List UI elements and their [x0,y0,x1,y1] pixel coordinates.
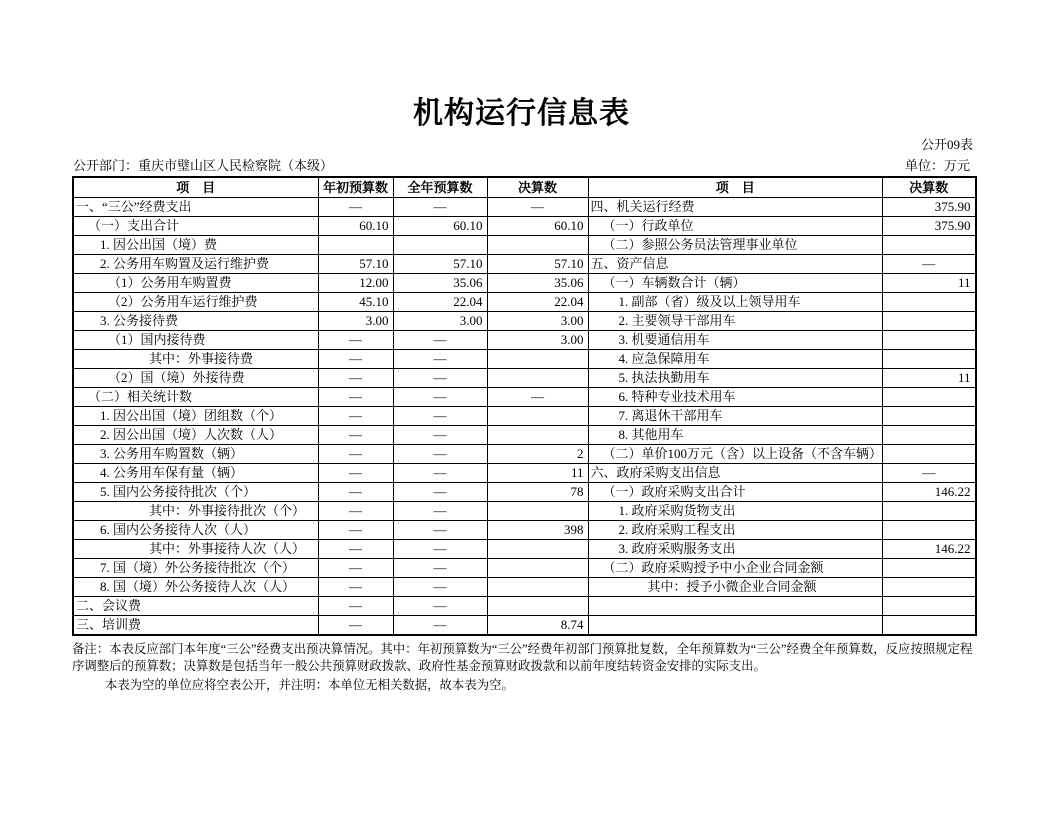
initial-budget-cell: — [318,350,393,369]
table-row [73,616,976,636]
item-label-cell: 一、“三公”经费支出 [73,198,318,217]
initial-budget-cell: — [318,521,393,540]
item-label-cell: （一）车辆数合计（辆） [588,274,883,293]
item-label-cell: 5. 国内公务接待批次（个） [73,483,318,502]
final-accounts-cell: 3.00 [487,312,588,331]
table-row [73,464,976,483]
item-label-cell: 2. 政府采购工程支出 [588,521,883,540]
final-accounts-cell [883,426,976,445]
final-accounts-cell [487,350,588,369]
annual-budget-cell [393,236,487,255]
header-annual-budget: 全年预算数 [393,177,487,198]
item-label-cell: 7. 国（境）外公务接待批次（个） [73,559,318,578]
final-accounts-cell [883,293,976,312]
final-accounts-cell: 11 [487,464,588,483]
item-label-cell: （1）国内接待费 [73,331,318,350]
table-row [73,521,976,540]
initial-budget-cell: 12.00 [318,274,393,293]
final-accounts-cell [883,521,976,540]
table-row [73,331,976,350]
final-accounts-cell [883,578,976,597]
final-accounts-cell [883,407,976,426]
table-row [73,274,976,293]
final-accounts-cell [487,502,588,521]
final-accounts-cell [487,540,588,559]
table-row [73,255,976,274]
initial-budget-cell: — [318,483,393,502]
header-final-accounts-left: 决算数 [487,177,588,198]
annual-budget-cell: 57.10 [393,255,487,274]
final-accounts-cell: 2 [487,445,588,464]
item-label-cell: 其中：外事接待人次（人） [73,540,318,559]
final-accounts-cell [487,426,588,445]
table-row [73,597,976,616]
info-table-body [73,198,976,636]
item-label-cell [588,616,883,636]
item-label-cell: 6. 国内公务接待人次（人） [73,521,318,540]
final-accounts-cell: 398 [487,521,588,540]
initial-budget-cell: 3.00 [318,312,393,331]
item-label-cell: 4. 应急保障用车 [588,350,883,369]
item-label-cell: 五、资产信息 [588,255,883,274]
table-row [73,483,976,502]
item-label-cell: 四、机关运行经费 [588,198,883,217]
initial-budget-cell: — [318,407,393,426]
annual-budget-cell: — [393,597,487,616]
item-label-cell: 2. 因公出国（境）人次数（人） [73,426,318,445]
final-accounts-cell: 146.22 [883,540,976,559]
annual-budget-cell: — [393,426,487,445]
initial-budget-cell: — [318,198,393,217]
final-accounts-cell: 78 [487,483,588,502]
item-label-cell: 六、政府采购支出信息 [588,464,883,483]
item-label-cell: 3. 公务用车购置数（辆） [73,445,318,464]
annual-budget-cell: — [393,540,487,559]
annual-budget-cell: — [393,616,487,636]
table-row [73,312,976,331]
item-label-cell: 其中：授予小微企业合同金额 [588,578,883,597]
item-label-cell: 6. 特种专业技术用车 [588,388,883,407]
final-accounts-cell [487,559,588,578]
item-label-cell: 7. 离退休干部用车 [588,407,883,426]
initial-budget-cell: — [318,388,393,407]
table-header-row [73,177,976,198]
annual-budget-cell: — [393,331,487,350]
final-accounts-cell: 11 [883,274,976,293]
item-label-cell: 二、会议费 [73,597,318,616]
final-accounts-cell: 60.10 [487,217,588,236]
header-initial-budget: 年初预算数 [318,177,393,198]
initial-budget-cell: — [318,426,393,445]
final-accounts-cell: — [883,255,976,274]
table-row [73,559,976,578]
table-row [73,502,976,521]
final-accounts-cell [487,597,588,616]
item-label-cell: （1）公务用车购置费 [73,274,318,293]
table-row [73,407,976,426]
final-accounts-cell [487,236,588,255]
annual-budget-cell: — [393,445,487,464]
table-row [73,540,976,559]
final-accounts-cell: — [487,198,588,217]
item-label-cell: 2. 公务用车购置及运行维护费 [73,255,318,274]
annual-budget-cell: — [393,578,487,597]
final-accounts-cell [487,407,588,426]
item-label-cell: 4. 公务用车保有量（辆） [73,464,318,483]
final-accounts-cell: 57.10 [487,255,588,274]
annual-budget-cell: — [393,407,487,426]
item-label-cell: 1. 政府采购货物支出 [588,502,883,521]
page-title: 机构运行信息表 [413,97,630,130]
item-label-cell: （2）国（境）外接待费 [73,369,318,388]
item-label-cell: （二）单价100万元（含）以上设备（不含车辆） [588,445,883,464]
item-label-cell [588,597,883,616]
initial-budget-cell: — [318,540,393,559]
unit-label: 单位：万元 [904,158,970,173]
final-accounts-cell: 146.22 [883,483,976,502]
item-label-cell: （一）支出合计 [73,217,318,236]
initial-budget-cell: — [318,502,393,521]
annual-budget-cell: — [393,559,487,578]
final-accounts-cell: 375.90 [883,198,976,217]
annual-budget-cell: 35.06 [393,274,487,293]
final-accounts-cell: 35.06 [487,274,588,293]
initial-budget-cell: — [318,464,393,483]
final-accounts-cell [883,236,976,255]
final-accounts-cell: 375.90 [883,217,976,236]
final-accounts-cell: 11 [883,369,976,388]
item-label-cell: 其中：外事接待费 [73,350,318,369]
header-item-left: 项 目 [73,177,318,198]
note-remark: 备注：本表反应部门本年度“三公”经费支出预决算情况。其中：年初预算数为“三公”经费年初部门预算批复数，全年预算数为“三公”经费全年预算数，反应按照规定程序调整后的预算数；决算数是包括当年一般公共预算财政拨款、政府性基金预算财政拨款和以前年度结转资金安排的实际支出。 [72,642,973,673]
department-label: 公开部门：重庆市璧山区人民检察院（本级） [73,158,334,173]
final-accounts-cell [883,597,976,616]
item-label-cell: 1. 因公出国（境）团组数（个） [73,407,318,426]
annual-budget-cell: — [393,464,487,483]
table-row [73,293,976,312]
annual-budget-cell: — [393,350,487,369]
form-code: 公开09表 [920,137,973,152]
initial-budget-cell: — [318,331,393,350]
annual-budget-cell: 60.10 [393,217,487,236]
item-label-cell: 三、培训费 [73,616,318,636]
final-accounts-cell [883,559,976,578]
initial-budget-cell: 45.10 [318,293,393,312]
final-accounts-cell [883,312,976,331]
initial-budget-cell: — [318,559,393,578]
table-row [73,388,976,407]
annual-budget-cell: — [393,198,487,217]
final-accounts-cell [883,445,976,464]
note-empty-table: 本表为空的单位应将空表公开，并注明：本单位无相关数据，故本表为空。 [105,678,514,692]
initial-budget-cell: — [318,445,393,464]
final-accounts-cell: — [487,388,588,407]
final-accounts-cell: 3.00 [487,331,588,350]
final-accounts-cell [487,369,588,388]
item-label-cell: 8. 国（境）外公务接待人次（人） [73,578,318,597]
item-label-cell: 3. 机要通信用车 [588,331,883,350]
final-accounts-cell: — [883,464,976,483]
final-accounts-cell [883,502,976,521]
final-accounts-cell: 22.04 [487,293,588,312]
annual-budget-cell: — [393,502,487,521]
table-row [73,350,976,369]
notes-section [72,641,976,694]
item-label-cell: （一）行政单位 [588,217,883,236]
item-label-cell: 2. 主要领导干部用车 [588,312,883,331]
annual-budget-cell: — [393,521,487,540]
header-final-accounts-right: 决算数 [883,177,976,198]
initial-budget-cell: 57.10 [318,255,393,274]
final-accounts-cell: 8.74 [487,616,588,636]
table-row [73,369,976,388]
item-label-cell: 1. 因公出国（境）费 [73,236,318,255]
initial-budget-cell: — [318,369,393,388]
final-accounts-cell [487,578,588,597]
item-label-cell: 3. 公务接待费 [73,312,318,331]
initial-budget-cell [318,236,393,255]
operation-info-table [72,176,977,636]
table-row [73,198,976,217]
table-row [73,578,976,597]
annual-budget-cell: 3.00 [393,312,487,331]
table-row [73,426,976,445]
table-row [73,236,976,255]
header-item-right: 项 目 [588,177,883,198]
final-accounts-cell [883,616,976,636]
annual-budget-cell: — [393,369,487,388]
final-accounts-cell [883,350,976,369]
meta-row [73,155,970,174]
table-row [73,217,976,236]
item-label-cell: （二）政府采购授予中小企业合同金额 [588,559,883,578]
item-label-cell: （一）政府采购支出合计 [588,483,883,502]
annual-budget-cell: — [393,483,487,502]
item-label-cell: （二）相关统计数 [73,388,318,407]
item-label-cell: 8. 其他用车 [588,426,883,445]
annual-budget-cell: — [393,388,487,407]
item-label-cell: （2）公务用车运行维护费 [73,293,318,312]
annual-budget-cell: 22.04 [393,293,487,312]
item-label-cell: 1. 副部（省）级及以上领导用车 [588,293,883,312]
initial-budget-cell: 60.10 [318,217,393,236]
item-label-cell: 其中：外事接待批次（个） [73,502,318,521]
item-label-cell: 5. 执法执勤用车 [588,369,883,388]
table-row [73,445,976,464]
item-label-cell: 3. 政府采购服务支出 [588,540,883,559]
initial-budget-cell: — [318,616,393,636]
final-accounts-cell [883,331,976,350]
initial-budget-cell: — [318,578,393,597]
initial-budget-cell: — [318,597,393,616]
final-accounts-cell [883,388,976,407]
item-label-cell: （二）参照公务员法管理事业单位 [588,236,883,255]
